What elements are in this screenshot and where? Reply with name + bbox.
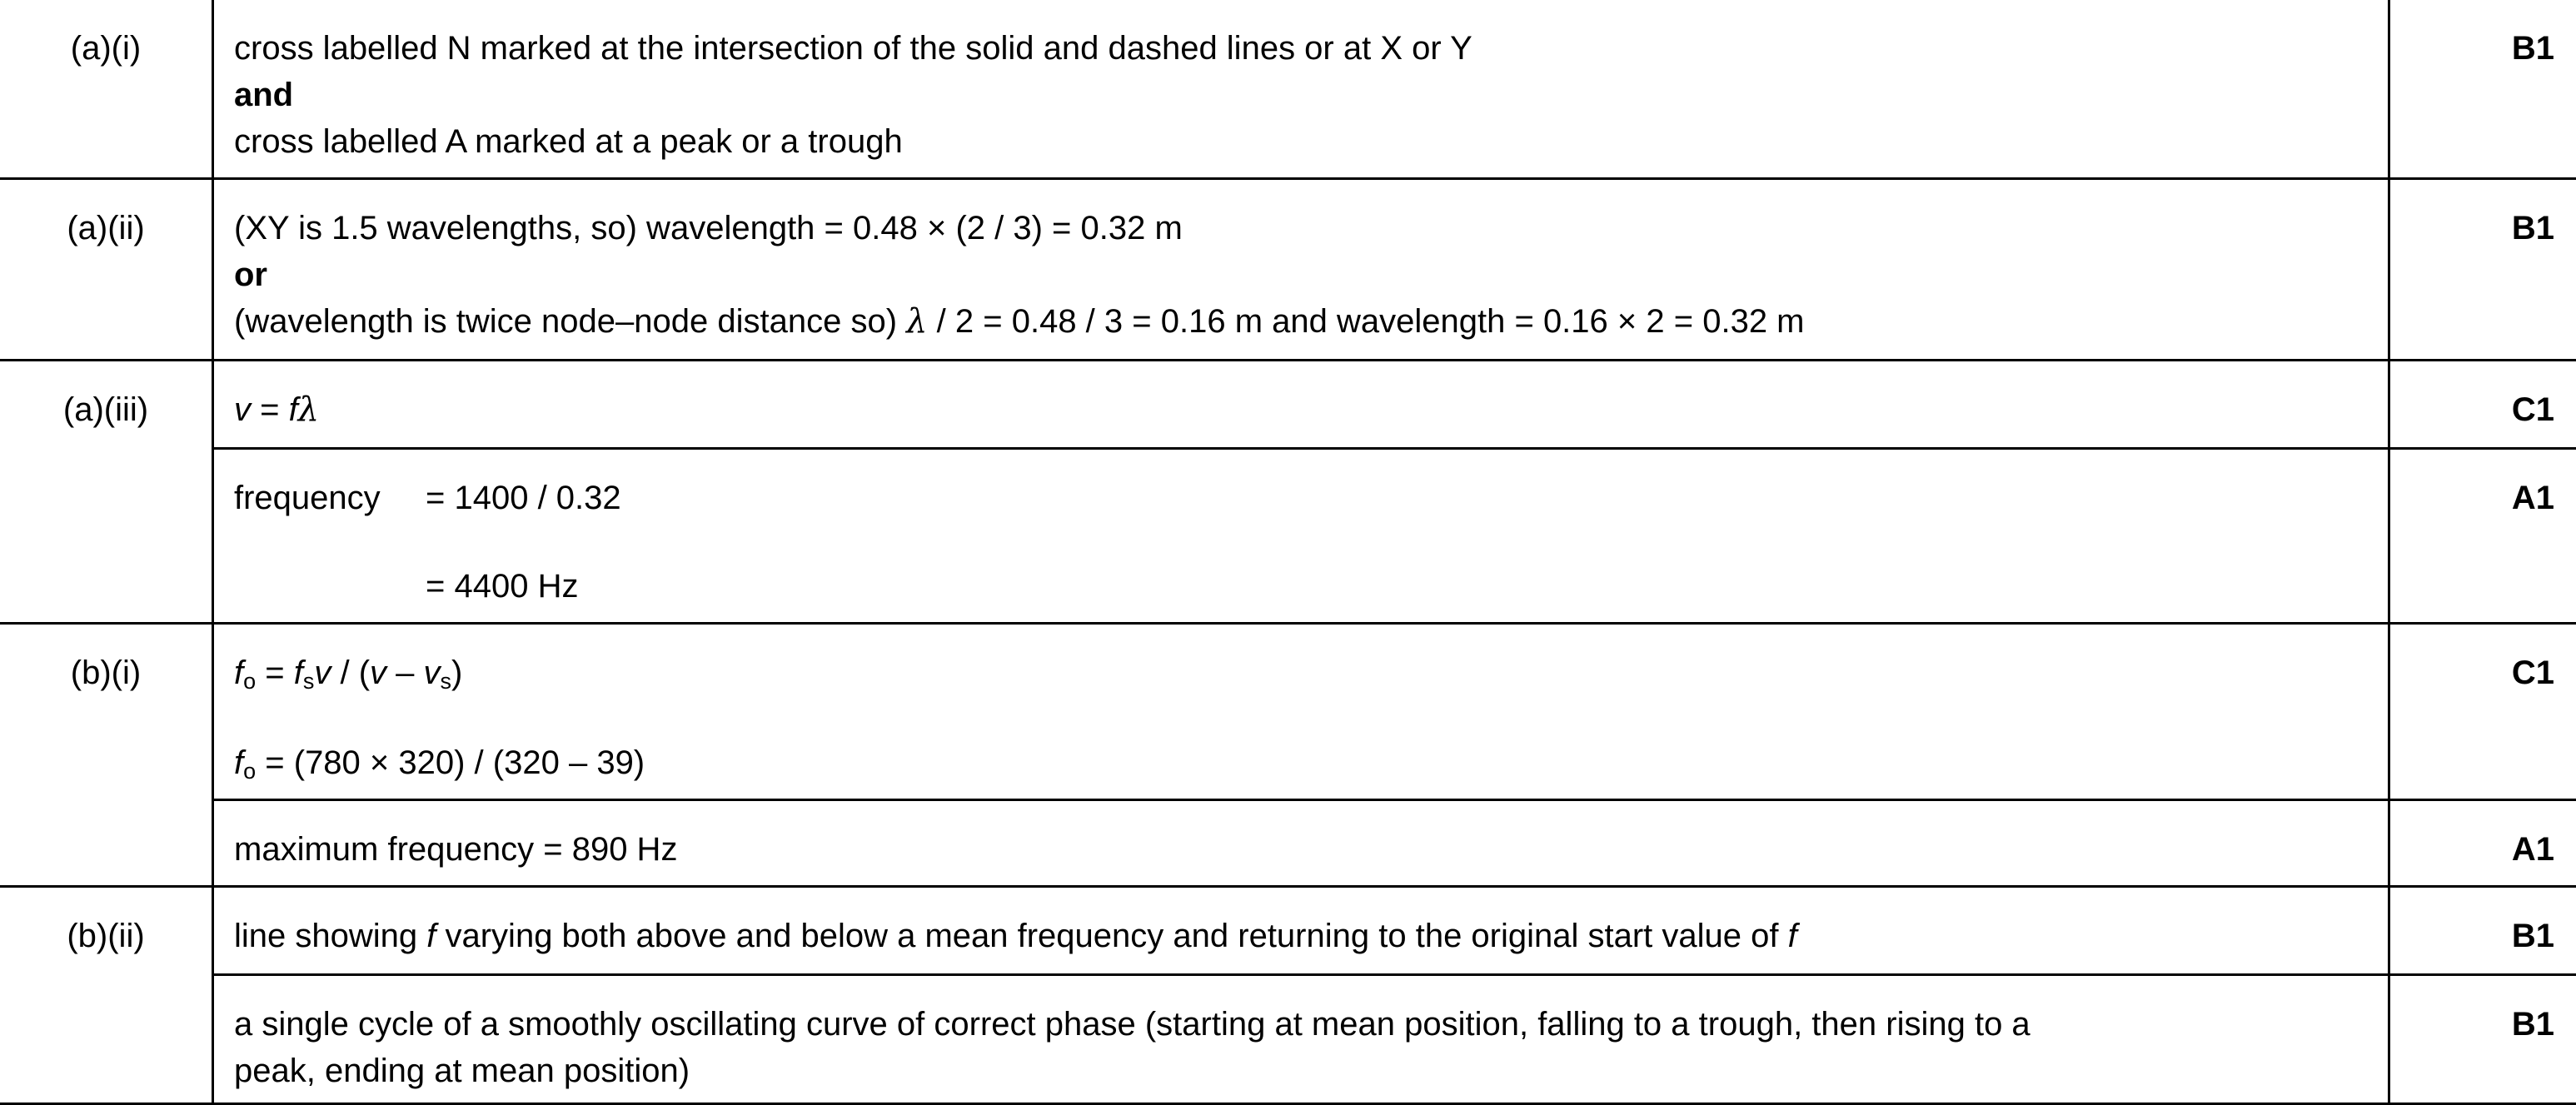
- substitution-values: = (780 × 320) / (320 – 39): [256, 744, 645, 781]
- answer-cell: [213, 178, 2389, 360]
- mark-cell: B1: [2389, 974, 2576, 1103]
- answer-line: cross labelled N marked at the intersection of the solid and dashed lines or at X or Y: [234, 25, 2368, 72]
- symbol-f: f: [426, 918, 436, 954]
- open-bracket: / (: [331, 655, 370, 691]
- working-step: = 1400 / 0.32: [426, 480, 621, 516]
- mark-cell: A1: [2389, 448, 2576, 623]
- connective-and: and: [234, 72, 2368, 118]
- table-row: [0, 799, 2576, 886]
- symbol-f: f: [1788, 918, 1797, 954]
- mark-cell: B1: [2389, 886, 2576, 974]
- answer-cell: [213, 974, 2389, 1103]
- answer-line: cross labelled A marked at a peak or a trough: [234, 118, 2368, 165]
- question-number: (b)(ii): [0, 886, 213, 1103]
- spacer: [234, 696, 2368, 739]
- equation-wave: [234, 386, 2368, 433]
- answer-line: [234, 298, 2368, 345]
- answer-line: (XY is 1.5 wavelengths, so) wavelength = 0.48 × (2 / 3) = 0.32 m: [234, 205, 2368, 251]
- symbol-v: v: [370, 655, 386, 691]
- question-number: (a)(iii): [0, 360, 213, 623]
- table-row: [0, 0, 2576, 178]
- answer-line: maximum frequency = 890 Hz: [234, 826, 2368, 873]
- answer-cell: [213, 886, 2389, 974]
- equals-sign: =: [260, 391, 279, 428]
- table-row: [0, 974, 2576, 1103]
- subscript-s: s: [303, 669, 315, 694]
- answer-line: [234, 475, 2368, 521]
- mark-cell: C1: [2389, 360, 2576, 448]
- table-row: [0, 623, 2576, 799]
- answer-line: [234, 913, 2368, 959]
- question-number: (b)(i): [0, 623, 213, 886]
- answer-text: / 2 = 0.48 / 3 = 0.16 m and wavelength = 0.16 × 2 = 0.32 m: [937, 303, 1805, 340]
- answer-cell: [213, 623, 2389, 799]
- lambda-symbol: λ: [906, 302, 927, 341]
- answer-cell: [213, 0, 2389, 178]
- minus-sign: –: [386, 655, 423, 691]
- question-number: (a)(i): [0, 0, 213, 178]
- answer-line: [234, 563, 2368, 610]
- mark-cell: B1: [2389, 0, 2576, 178]
- substitution-line: [234, 739, 2368, 786]
- symbol-v: v: [314, 655, 331, 691]
- table-row: [0, 360, 2576, 448]
- table-row: [0, 886, 2576, 974]
- mark-cell: B1: [2389, 178, 2576, 360]
- spacer: [234, 521, 2368, 563]
- subscript-s: s: [441, 669, 452, 694]
- equals-sign: =: [256, 655, 294, 691]
- table-row: [0, 448, 2576, 623]
- mark-cell: C1: [2389, 623, 2576, 799]
- symbol-f: f: [294, 655, 303, 691]
- answer-line: peak, ending at mean position): [234, 1048, 2368, 1094]
- answer-text: varying both above and below a mean frequency and returning to the original start value of: [436, 918, 1787, 954]
- frequency-label: frequency: [234, 475, 426, 521]
- lambda-symbol: λ: [298, 391, 319, 429]
- answer-cell: [213, 448, 2389, 623]
- symbol-v: v: [234, 391, 251, 428]
- answer-cell: [213, 799, 2389, 886]
- answer-text: (wavelength is twice node–node distance so): [234, 303, 897, 340]
- symbol-f: f: [234, 655, 243, 691]
- subscript-o: o: [243, 669, 256, 694]
- working-result: = 4400 Hz: [426, 568, 578, 605]
- doppler-equation: [234, 650, 2368, 696]
- answer-cell: [213, 360, 2389, 448]
- answer-line: a single cycle of a smoothly oscillating curve of correct phase (starting at mean position, falling to a trough, then rising to a: [234, 1001, 2368, 1048]
- question-number: (a)(ii): [0, 178, 213, 360]
- symbol-f: f: [234, 744, 243, 781]
- answer-text: line showing: [234, 918, 426, 954]
- table-row: [0, 178, 2576, 360]
- close-bracket: ): [451, 655, 462, 691]
- subscript-o: o: [243, 759, 256, 784]
- mark-cell: A1: [2389, 799, 2576, 886]
- symbol-f: f: [289, 391, 298, 428]
- connective-or: or: [234, 251, 2368, 298]
- symbol-v: v: [424, 655, 441, 691]
